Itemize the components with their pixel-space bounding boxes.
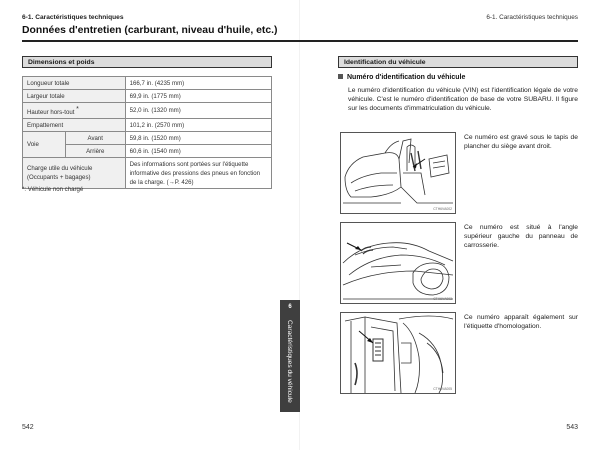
section-header-right: 6-1. Caractéristiques techniques bbox=[486, 14, 578, 21]
row-value: 101,2 in. (2570 mm) bbox=[125, 119, 271, 132]
page-title: Données d'entretien (carburant, niveau d'huile, etc.) bbox=[22, 25, 278, 36]
figure-code: CTH6VA002 bbox=[433, 207, 452, 211]
seat-floor-illustration bbox=[341, 133, 456, 214]
row-value: 69,9 in. (1775 mm) bbox=[125, 90, 271, 103]
figure-caption: Ce numéro est situé à l'angle supérieur gauche du panneau de carrosserie. bbox=[464, 224, 578, 249]
table-row bbox=[23, 90, 272, 103]
identification-box-title: Identification du véhicule bbox=[338, 56, 578, 68]
row-sublabel: Arrière bbox=[65, 145, 125, 158]
row-label: Hauteur hors-tout bbox=[27, 108, 75, 116]
table-row bbox=[23, 103, 272, 119]
row-value: Des informations sont portées sur l'étiquette informative des pressions des pneus en fonction de la charge. (→P. 426) bbox=[125, 158, 271, 189]
row-label: Largeur totale bbox=[23, 90, 126, 103]
figure-seat-floor bbox=[340, 132, 456, 214]
row-label: Charge utile du véhicule (Occupants + bagages) bbox=[23, 158, 126, 189]
row-value: 52,0 in. (1320 mm) bbox=[125, 103, 271, 119]
chapter-side-tab[interactable] bbox=[280, 300, 300, 412]
figure-door-label bbox=[340, 312, 456, 394]
figure-car-body bbox=[340, 222, 456, 304]
figure-code: CTH6VA005 bbox=[433, 387, 452, 391]
page-number-left: 542 bbox=[22, 424, 34, 431]
figure-caption: Ce numéro apparaît également sur l'étiquette d'homologation. bbox=[464, 314, 578, 330]
dimensions-box-title: Dimensions et poids bbox=[22, 56, 272, 68]
table-row bbox=[23, 119, 272, 132]
row-value: 166,7 in. (4235 mm) bbox=[125, 77, 271, 90]
figure-code: CTH6VA003 bbox=[433, 297, 452, 301]
chapter-tab-label: Caractéristiques du véhicule bbox=[286, 320, 293, 403]
right-page bbox=[300, 0, 600, 450]
row-label: Empattement bbox=[23, 119, 126, 132]
dimensions-table bbox=[22, 76, 272, 189]
figure-caption: Ce numéro est gravé sous le tapis de plancher du siège avant droit. bbox=[464, 134, 578, 150]
row-sublabel: Avant bbox=[65, 132, 125, 145]
footnote-marker: * bbox=[76, 105, 79, 113]
footnote: *: Véhicule non chargé bbox=[22, 186, 84, 193]
table-row bbox=[23, 158, 272, 189]
chapter-tab-number: 6 bbox=[288, 304, 292, 310]
row-value: 60,6 in. (1540 mm) bbox=[125, 145, 271, 158]
door-label-illustration bbox=[341, 313, 456, 394]
row-label: Voie bbox=[23, 132, 66, 158]
table-row bbox=[23, 77, 272, 90]
table-row bbox=[23, 132, 272, 145]
page-number-right: 543 bbox=[566, 424, 578, 431]
row-label: Longueur totale bbox=[23, 77, 126, 90]
header-rule-right bbox=[300, 40, 578, 42]
car-body-illustration bbox=[341, 223, 456, 304]
row-label-cell bbox=[23, 103, 126, 119]
row-value: 59,8 in. (1520 mm) bbox=[125, 132, 271, 145]
header-rule-left bbox=[22, 40, 300, 42]
section-header-left: 6-1. Caractéristiques techniques bbox=[22, 14, 124, 21]
vin-subheading-text: Numéro d'identification du véhicule bbox=[347, 74, 466, 81]
vin-subheading bbox=[338, 74, 465, 81]
vin-intro-paragraph: Le numéro d'identification du véhicule (VIN) est l'identification légale de votre véhicule. C'est le numéro d'identification de base de votre SUBARU. Il figure sur les documents d'immatriculation du véhicule. bbox=[348, 87, 578, 112]
square-bullet-icon bbox=[338, 74, 343, 79]
